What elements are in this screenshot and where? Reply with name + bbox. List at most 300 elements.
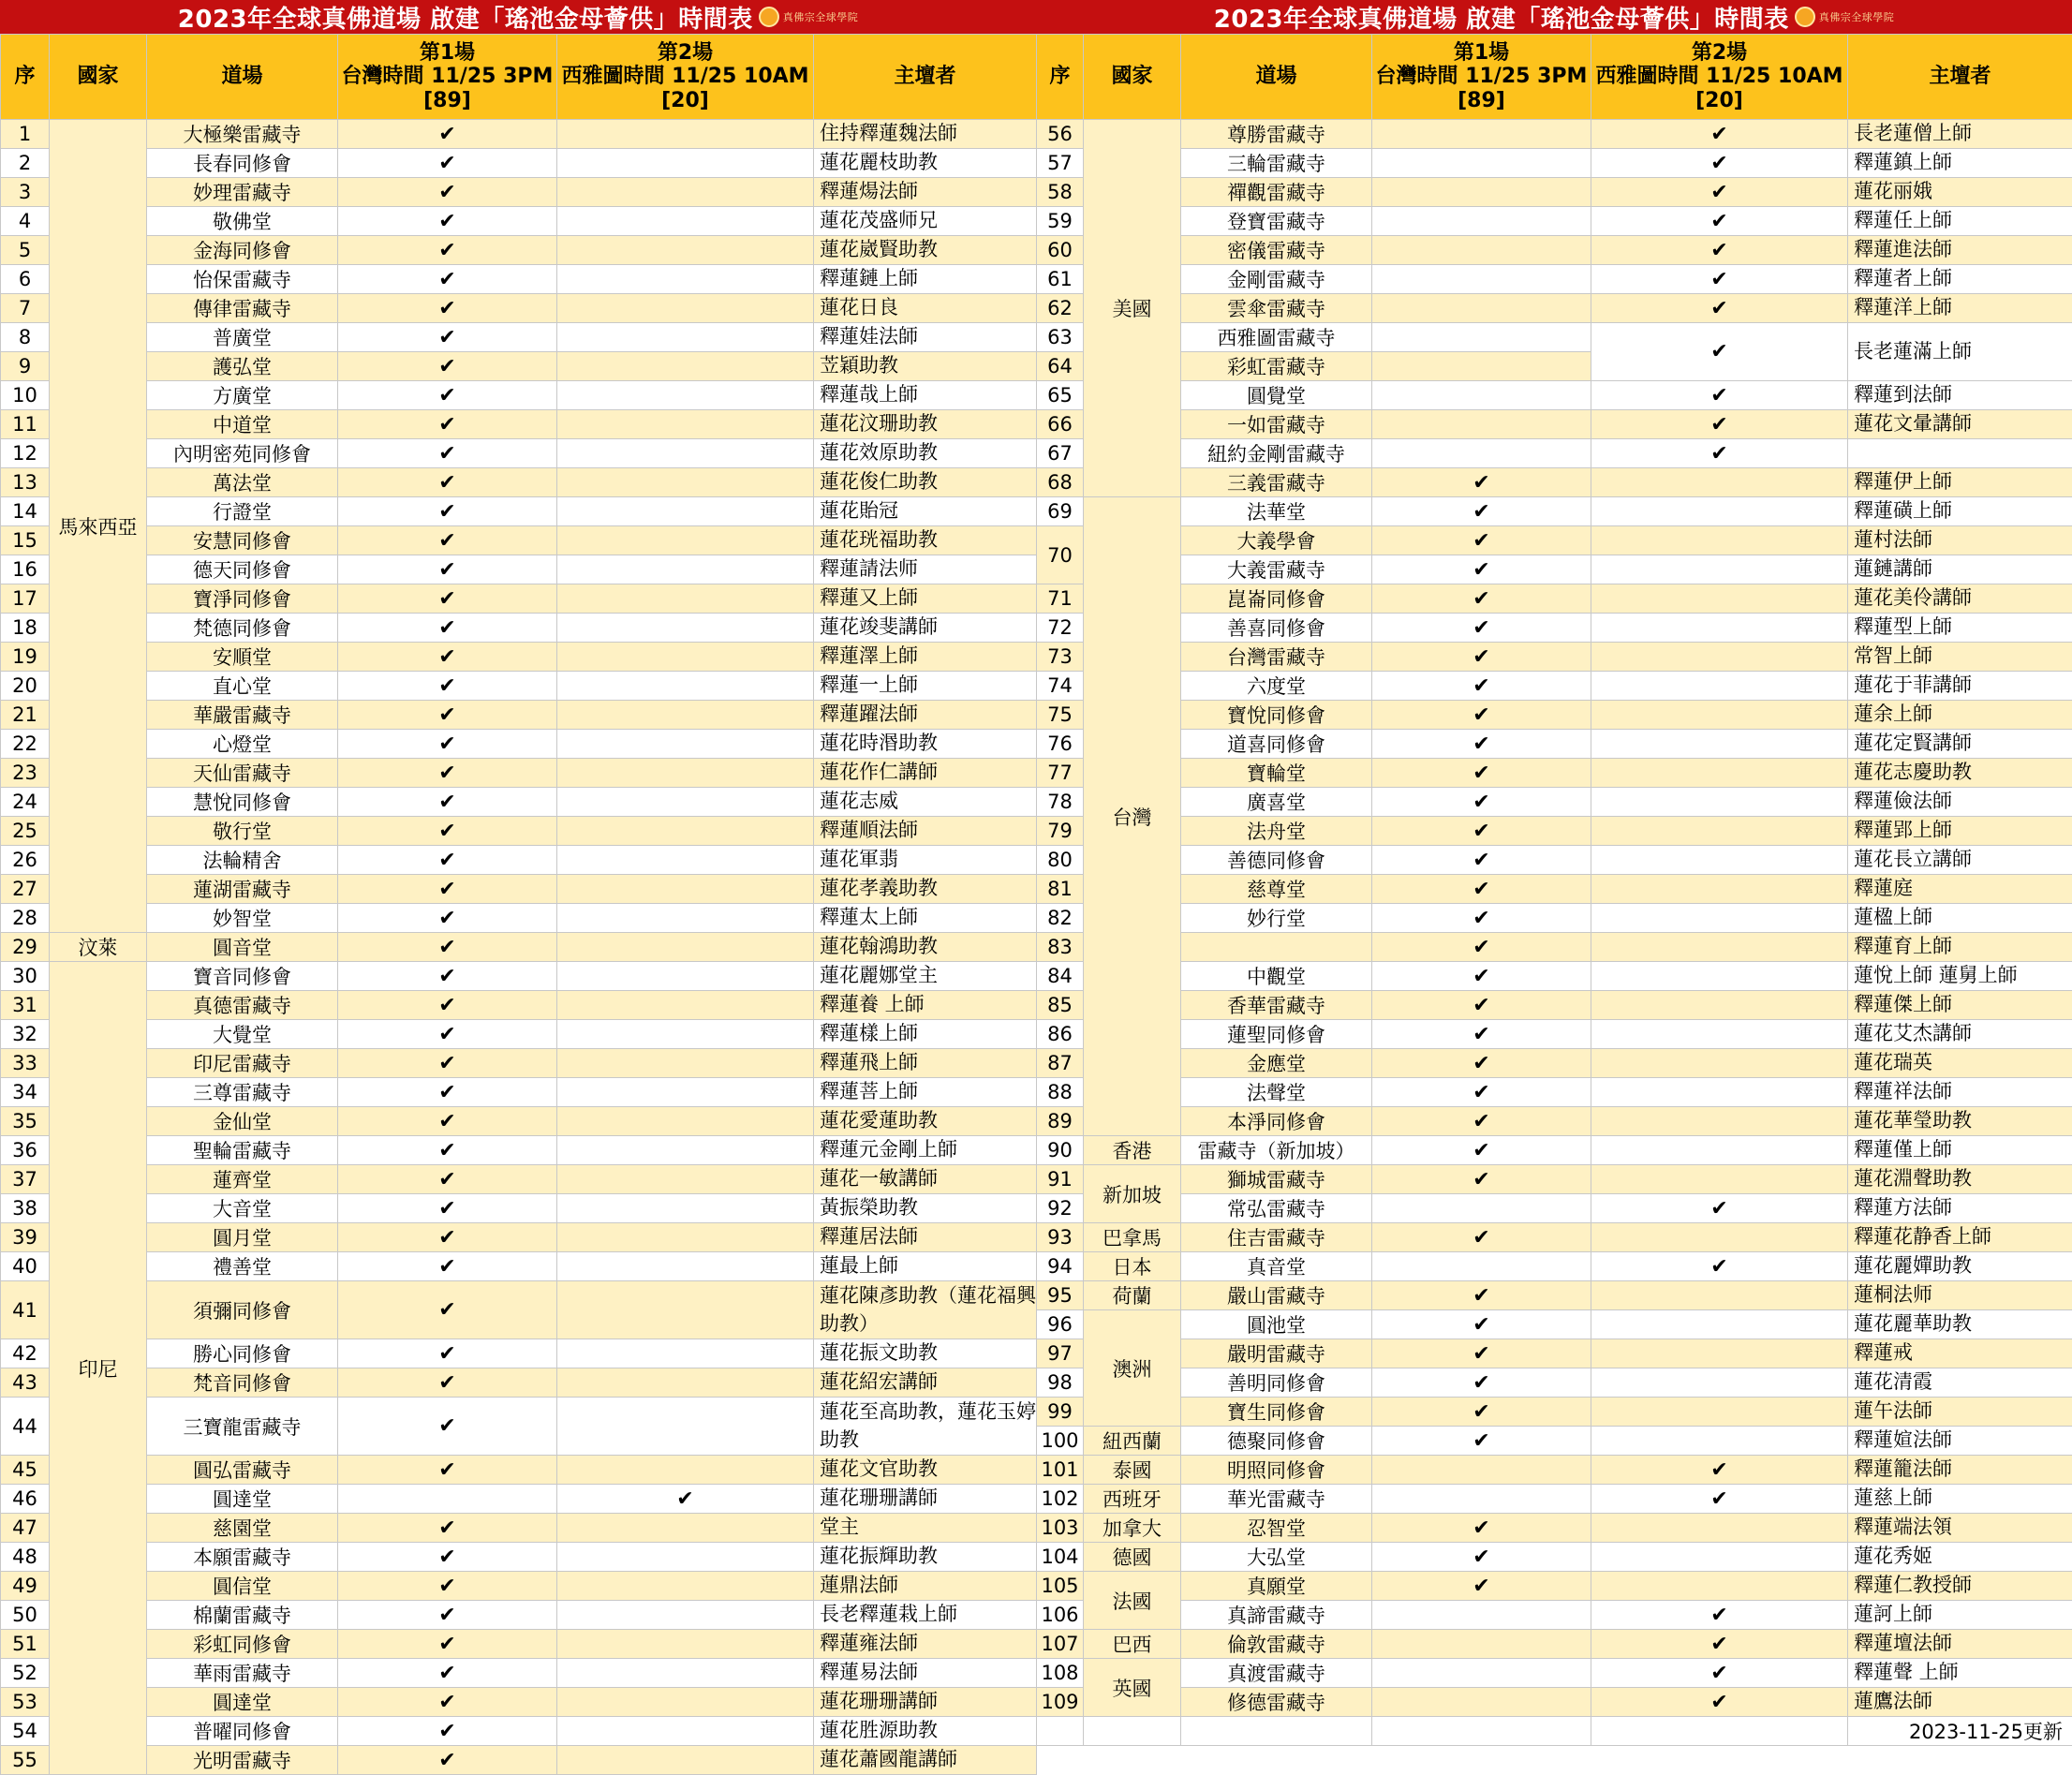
session1-check: ✔ <box>338 730 557 759</box>
temple-name: 圓達堂 <box>147 1688 338 1717</box>
host-name: 蓮花愛蓮助教 <box>814 1107 1037 1136</box>
temple-name: 廣喜堂 <box>1181 788 1372 817</box>
session2-check <box>557 1165 814 1194</box>
temple-name: 六度堂 <box>1181 672 1372 701</box>
session2-check <box>1591 1165 1848 1194</box>
host-name: 釋蓮傑上師 <box>1848 991 2072 1020</box>
row-number: 69 <box>1037 497 1084 526</box>
row-number: 23 <box>1 759 50 788</box>
table-row <box>1037 1630 2072 1659</box>
session1-check: ✔ <box>1372 875 1591 904</box>
host-name: 蓮花麗嬋助教 <box>1848 1252 2072 1281</box>
temple-name: 本淨同修會 <box>1181 1107 1372 1136</box>
host-name: 釋蓮澤上師 <box>814 643 1037 672</box>
table-row <box>1 701 1037 730</box>
host-name: 蓮花文暈講師 <box>1848 410 2072 439</box>
session1-check: ✔ <box>338 439 557 468</box>
session2-check <box>1591 1427 1848 1456</box>
temple-name: 圓池堂 <box>1181 1310 1372 1339</box>
session2-check <box>557 1514 814 1543</box>
temple-name: 住吉雷藏寺 <box>1181 1223 1372 1252</box>
table-row <box>1 875 1037 904</box>
session2-check <box>1591 1572 1848 1601</box>
host-name: 蓮花紹宏講師 <box>814 1368 1037 1398</box>
temple-name: 彩虹雷藏寺 <box>1181 352 1372 381</box>
session2-check <box>557 1252 814 1281</box>
row-number: 25 <box>1 817 50 846</box>
temple-name: 真德雷藏寺 <box>147 991 338 1020</box>
temple-name: 華雨雷藏寺 <box>147 1659 338 1688</box>
host-name: 蓮花振輝助教 <box>814 1543 1037 1572</box>
session1-check: ✔ <box>1372 584 1591 614</box>
host-name: 蓮花竣斐講師 <box>814 614 1037 643</box>
host-name: 蓮花定賢講師 <box>1848 730 2072 759</box>
session1-check: ✔ <box>338 149 557 178</box>
host-name: 蓮花清霞 <box>1848 1368 2072 1398</box>
session1-check: ✔ <box>338 1020 557 1049</box>
session2-check: ✔ <box>1591 1601 1848 1630</box>
session1-check: ✔ <box>1372 759 1591 788</box>
table-row <box>1 1281 1037 1339</box>
table-row <box>1 1572 1037 1601</box>
session1-label: 第1場 <box>1372 41 1591 65</box>
temple-name: 圓弘雷藏寺 <box>147 1456 338 1485</box>
temple-name: 嚴明雷藏寺 <box>1181 1339 1372 1368</box>
table-row <box>1 497 1037 526</box>
session1-check: ✔ <box>1372 788 1591 817</box>
session2-check <box>1591 904 1848 933</box>
session2-check <box>557 1049 814 1078</box>
table-row <box>1 439 1037 468</box>
host-name: 釋蓮鏈上師 <box>814 265 1037 294</box>
session1-check: ✔ <box>1372 1514 1591 1543</box>
logo-emblem-icon <box>759 7 779 27</box>
host-name: 釋蓮哉上師 <box>814 381 1037 410</box>
row-number: 47 <box>1 1514 50 1543</box>
row-number: 94 <box>1037 1252 1084 1281</box>
table-row <box>1 730 1037 759</box>
session2-check <box>557 1368 814 1398</box>
table-row <box>1037 410 2072 439</box>
row-number: 29 <box>1 933 50 962</box>
session1-check: ✔ <box>338 1049 557 1078</box>
temple-name: 行證堂 <box>147 497 338 526</box>
row-number: 10 <box>1 381 50 410</box>
temple-name: 天仙雷藏寺 <box>147 759 338 788</box>
session2-check <box>1591 1514 1848 1543</box>
row-number: 65 <box>1037 381 1084 410</box>
session2-check <box>1591 1398 1848 1427</box>
session1-check: ✔ <box>338 120 557 149</box>
session2-check <box>557 381 814 410</box>
session2-check <box>557 962 814 991</box>
table-row <box>1 1514 1037 1543</box>
host-name: 釋蓮者上師 <box>1848 265 2072 294</box>
temple-name: 直心堂 <box>147 672 338 701</box>
row-number: 102 <box>1037 1485 1084 1514</box>
row-number: 104 <box>1037 1543 1084 1572</box>
table-row <box>1037 294 2072 323</box>
host-name: 釋蓮壇法師 <box>1848 1630 2072 1659</box>
country-cell: 加拿大 <box>1084 1514 1181 1543</box>
table-row <box>1 120 1037 149</box>
temple-name: 善明同修會 <box>1181 1368 1372 1398</box>
row-number: 52 <box>1 1659 50 1688</box>
temple-name: 明照同修會 <box>1181 1456 1372 1485</box>
row-number: 70 <box>1037 526 1084 584</box>
empty-cell <box>1037 1717 1084 1746</box>
host-name: 釋蓮仁教授師 <box>1848 1572 2072 1601</box>
session2-check: ✔ <box>1591 236 1848 265</box>
host-name: 釋蓮花静香上師 <box>1848 1223 2072 1252</box>
row-number: 7 <box>1 294 50 323</box>
session1-check: ✔ <box>338 265 557 294</box>
host-name: 蓮花一敏講師 <box>814 1165 1037 1194</box>
session1-check: ✔ <box>338 1746 557 1775</box>
row-number: 85 <box>1037 991 1084 1020</box>
table-row <box>1037 1049 2072 1078</box>
session1-check: ✔ <box>1372 1281 1591 1310</box>
table-row <box>1 1020 1037 1049</box>
temple-name: 法輪精舍 <box>147 846 338 875</box>
host-name: 蓮桐法师 <box>1848 1281 2072 1310</box>
session1-check: ✔ <box>1372 1223 1591 1252</box>
host-name: 釋蓮樣上師 <box>814 1020 1037 1049</box>
row-number: 42 <box>1 1339 50 1368</box>
session1-check: ✔ <box>338 352 557 381</box>
header-temple: 道場 <box>147 35 338 120</box>
row-number: 60 <box>1037 236 1084 265</box>
session2-check <box>557 1456 814 1485</box>
row-number: 2 <box>1 149 50 178</box>
session2-check <box>557 1281 814 1339</box>
session1-check: ✔ <box>338 759 557 788</box>
row-number: 68 <box>1037 468 1084 497</box>
session2-check <box>557 1136 814 1165</box>
temple-name: 印尼雷藏寺 <box>147 1049 338 1078</box>
host-name: 釋蓮僅上師 <box>1848 1136 2072 1165</box>
session2-check <box>557 701 814 730</box>
row-number: 90 <box>1037 1136 1084 1165</box>
session2-check <box>557 265 814 294</box>
row-number: 12 <box>1 439 50 468</box>
session2-check <box>1591 1136 1848 1165</box>
host-name: 釋蓮太上師 <box>814 904 1037 933</box>
host-name: 蓮花崴賢助教 <box>814 236 1037 265</box>
session1-check <box>1372 1659 1591 1688</box>
temple-name: 慈園堂 <box>147 1514 338 1543</box>
table-row <box>1037 1223 2072 1252</box>
table-row <box>1037 875 2072 904</box>
header-session1 <box>338 35 557 120</box>
country-cell: 巴拿馬 <box>1084 1223 1181 1252</box>
session2-check <box>557 584 814 614</box>
table-row <box>1 672 1037 701</box>
table-row <box>1037 672 2072 701</box>
session2-check <box>557 323 814 352</box>
table-row <box>1037 149 2072 178</box>
host-name: 蓮花麗娜堂主 <box>814 962 1037 991</box>
temple-name: 本願雷藏寺 <box>147 1543 338 1572</box>
table-row <box>1037 468 2072 497</box>
table-row <box>1037 1020 2072 1049</box>
host-name: 釋蓮籠法師 <box>1848 1456 2072 1485</box>
session2-check: ✔ <box>1591 1252 1848 1281</box>
country-cell: 馬來西亞 <box>50 120 147 933</box>
country-cell: 香港 <box>1084 1136 1181 1165</box>
country-cell: 日本 <box>1084 1252 1181 1281</box>
table-row <box>1037 1456 2072 1485</box>
session2-count: [20] <box>557 89 813 112</box>
table-row <box>1037 439 2072 468</box>
table-row <box>1037 236 2072 265</box>
host-name <box>1848 439 2072 468</box>
row-number: 57 <box>1037 149 1084 178</box>
session1-check: ✔ <box>338 207 557 236</box>
logo-text: 真佛宗全球學院 <box>1819 12 1895 22</box>
session2-check <box>557 294 814 323</box>
host-name: 釋蓮任上師 <box>1848 207 2072 236</box>
host-name: 釋蓮洋上師 <box>1848 294 2072 323</box>
row-number: 67 <box>1037 439 1084 468</box>
temple-name: 須彌同修會 <box>147 1281 338 1339</box>
host-name: 蓮花丽娥 <box>1848 178 2072 207</box>
host-name: 蓮慈上師 <box>1848 1485 2072 1514</box>
session1-check <box>1372 1630 1591 1659</box>
temple-name: 大義雷藏寺 <box>1181 555 1372 584</box>
temple-name: 禮善堂 <box>147 1252 338 1281</box>
host-name: 蓮村法師 <box>1848 526 2072 555</box>
host-name: 釋蓮飛上師 <box>814 1049 1037 1078</box>
session2-check <box>557 410 814 439</box>
temple-name: 金剛雷藏寺 <box>1181 265 1372 294</box>
session1-count: [89] <box>338 89 556 112</box>
temple-name: 三寶龍雷藏寺 <box>147 1398 338 1456</box>
session2-label: 第2場 <box>557 41 813 65</box>
table-row <box>1 1485 1037 1514</box>
host-name: 蓮花珊珊講師 <box>814 1485 1037 1514</box>
row-number: 109 <box>1037 1688 1084 1717</box>
session1-check: ✔ <box>1372 1049 1591 1078</box>
table-row <box>1037 497 2072 526</box>
row-number: 33 <box>1 1049 50 1078</box>
session2-check <box>557 1398 814 1456</box>
right-title-bar <box>1036 0 2072 34</box>
session1-check: ✔ <box>338 1398 557 1456</box>
row-number: 31 <box>1 991 50 1020</box>
session1-check: ✔ <box>338 991 557 1020</box>
session1-check: ✔ <box>338 788 557 817</box>
row-number: 61 <box>1037 265 1084 294</box>
school-logo <box>1795 7 1895 27</box>
row-number: 55 <box>1 1746 50 1775</box>
temple-name: 護弘堂 <box>147 352 338 381</box>
country-cell: 荷蘭 <box>1084 1281 1181 1310</box>
session1-check: ✔ <box>338 1107 557 1136</box>
temple-name: 安慧同修會 <box>147 526 338 555</box>
session2-check <box>1591 643 1848 672</box>
session2-check <box>557 439 814 468</box>
table-row <box>1037 1194 2072 1223</box>
host-name: 蓮花作仁講師 <box>814 759 1037 788</box>
temple-name: 勝心同修會 <box>147 1339 338 1368</box>
temple-name: 中道堂 <box>147 410 338 439</box>
host-name: 蓮花文官助教 <box>814 1456 1037 1485</box>
temple-name: 內明密苑同修會 <box>147 439 338 468</box>
table-row <box>1 1746 1037 1775</box>
row-number: 20 <box>1 672 50 701</box>
session1-check: ✔ <box>338 381 557 410</box>
row-number: 108 <box>1037 1659 1084 1688</box>
header-temple: 道場 <box>1181 35 1372 120</box>
session2-check <box>1591 468 1848 497</box>
host-name: 釋蓮郢上師 <box>1848 817 2072 846</box>
session2-check <box>557 526 814 555</box>
empty-cell <box>1372 1717 1591 1746</box>
table-row <box>1 933 1037 962</box>
temple-name: 密儀雷藏寺 <box>1181 236 1372 265</box>
session1-check <box>1372 1485 1591 1514</box>
session2-check <box>1591 555 1848 584</box>
table-row <box>1037 1368 2072 1398</box>
table-row <box>1037 1398 2072 1427</box>
session1-check: ✔ <box>338 614 557 643</box>
row-number: 43 <box>1 1368 50 1398</box>
table-row <box>1 1107 1037 1136</box>
temple-name: 蓮齊堂 <box>147 1165 338 1194</box>
table-row <box>1 643 1037 672</box>
session2-check <box>557 1543 814 1572</box>
table-row <box>1037 265 2072 294</box>
table-row <box>1 1339 1037 1368</box>
host-name: 釋蓮方法師 <box>1848 1194 2072 1223</box>
table-row <box>1 410 1037 439</box>
header-row <box>1037 35 2072 120</box>
row-number: 44 <box>1 1398 50 1456</box>
host-name: 釋蓮一上師 <box>814 672 1037 701</box>
temple-name: 妙行堂 <box>1181 904 1372 933</box>
country-cell: 汶萊 <box>50 933 147 962</box>
host-name: 蓮花珊珊講師 <box>814 1688 1037 1717</box>
temple-name: 蓮湖雷藏寺 <box>147 875 338 904</box>
row-number: 78 <box>1037 788 1084 817</box>
session1-check: ✔ <box>1372 1107 1591 1136</box>
host-name: 蓮鷹法師 <box>1848 1688 2072 1717</box>
table-row <box>1037 323 2072 352</box>
row-number: 26 <box>1 846 50 875</box>
table-row <box>1 904 1037 933</box>
session2-check: ✔ <box>1591 1485 1848 1514</box>
header-host: 主壇者 <box>814 35 1037 120</box>
temple-name: 金仙堂 <box>147 1107 338 1136</box>
session1-check: ✔ <box>338 904 557 933</box>
session2-check <box>557 643 814 672</box>
temple-name: 傳律雷藏寺 <box>147 294 338 323</box>
table-row <box>1 1165 1037 1194</box>
session1-check <box>1372 1688 1591 1717</box>
host-name: 釋蓮到法師 <box>1848 381 2072 410</box>
session2-check <box>557 846 814 875</box>
host-name: 釋蓮庭 <box>1848 875 2072 904</box>
temple-name: 法華堂 <box>1181 497 1372 526</box>
session1-check: ✔ <box>338 1514 557 1543</box>
host-name: 苙穎助教 <box>814 352 1037 381</box>
session2-check: ✔ <box>1591 323 1848 381</box>
session2-check: ✔ <box>1591 265 1848 294</box>
row-number: 3 <box>1 178 50 207</box>
session1-check: ✔ <box>338 672 557 701</box>
session1-check: ✔ <box>338 846 557 875</box>
row-number: 5 <box>1 236 50 265</box>
host-name: 蓮花茂盛师兄 <box>814 207 1037 236</box>
table-row <box>1037 555 2072 584</box>
host-name: 釋蓮順法師 <box>814 817 1037 846</box>
table-row <box>1037 846 2072 875</box>
session1-check <box>1372 120 1591 149</box>
temple-name: 方廣堂 <box>147 381 338 410</box>
host-name: 住持釋蓮魏法師 <box>814 120 1037 149</box>
table-row <box>1 1630 1037 1659</box>
table-row <box>1 1368 1037 1398</box>
host-name: 蓮花于菲講師 <box>1848 672 2072 701</box>
session1-check <box>1372 352 1591 381</box>
table-row <box>1 526 1037 555</box>
row-number: 63 <box>1037 323 1084 352</box>
temple-name: 道喜同修會 <box>1181 730 1372 759</box>
row-number: 99 <box>1037 1398 1084 1427</box>
table-row <box>1 178 1037 207</box>
row-number: 38 <box>1 1194 50 1223</box>
temple-name: 梵音同修會 <box>147 1368 338 1398</box>
country-cell: 泰國 <box>1084 1456 1181 1485</box>
table-row <box>1037 1659 2072 1688</box>
temple-name: 寶悅同修會 <box>1181 701 1372 730</box>
table-row <box>1 584 1037 614</box>
session1-check <box>1372 1456 1591 1485</box>
table-row <box>1037 1485 2072 1514</box>
session2-check <box>557 1572 814 1601</box>
table-row <box>1 962 1037 991</box>
session1-check: ✔ <box>338 1688 557 1717</box>
session2-time: 西雅圖時間 11/25 10AM <box>1591 65 1847 88</box>
session1-check: ✔ <box>1372 468 1591 497</box>
temple-name: 萬法堂 <box>147 468 338 497</box>
session2-check <box>557 468 814 497</box>
row-number: 34 <box>1 1078 50 1107</box>
row-number: 6 <box>1 265 50 294</box>
row-number: 56 <box>1037 120 1084 149</box>
session2-check: ✔ <box>1591 1659 1848 1688</box>
row-number: 13 <box>1 468 50 497</box>
host-name: 釋蓮躍法師 <box>814 701 1037 730</box>
host-name: 蓮花瑞英 <box>1848 1049 2072 1078</box>
temple-name: 真願堂 <box>1181 1572 1372 1601</box>
temple-name: 雷藏寺（新加坡） <box>1181 1136 1372 1165</box>
session1-check: ✔ <box>338 1223 557 1252</box>
session2-check <box>1591 991 1848 1020</box>
row-number: 14 <box>1 497 50 526</box>
session2-check <box>1591 1310 1848 1339</box>
session1-check: ✔ <box>1372 904 1591 933</box>
table-row <box>1037 759 2072 788</box>
session2-check: ✔ <box>1591 149 1848 178</box>
school-logo <box>759 7 859 27</box>
temple-name: 雲傘雷藏寺 <box>1181 294 1372 323</box>
row-number: 95 <box>1037 1281 1084 1310</box>
host-name: 釋蓮煬法師 <box>814 178 1037 207</box>
row-number: 76 <box>1037 730 1084 759</box>
row-number: 74 <box>1037 672 1084 701</box>
